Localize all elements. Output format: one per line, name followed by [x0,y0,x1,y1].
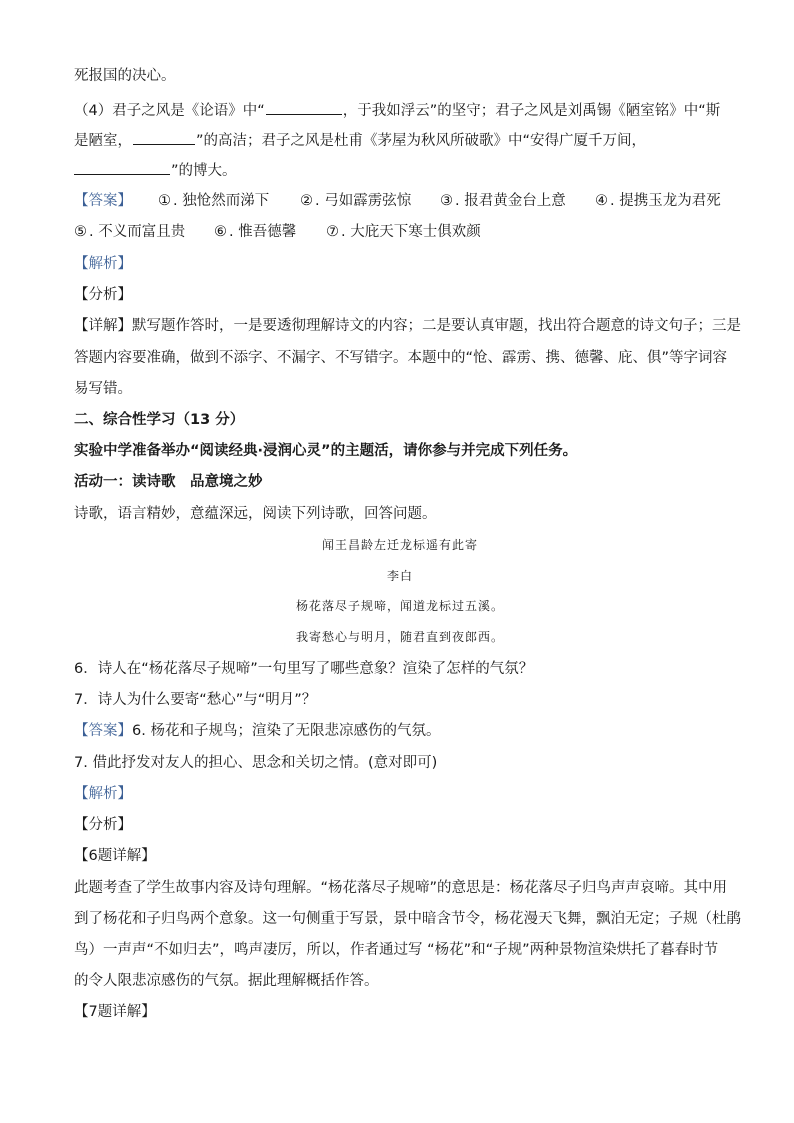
answer-6-text: 6. 杨花和子规鸟；渲染了无限悲凉感伤的气氛。 [132,723,441,739]
q4-line1-part-a: （4）君子之风是《论语》中“ [74,103,265,119]
answer-blank [74,160,170,175]
answer-item-2: ② . 弓如霹雳弦惊 [300,193,412,209]
poem-line-2: 我寄愁心与明月，随君直到夜郎西。 [295,630,504,644]
activity-1-title: 活动一：读诗歌 品意境之妙 [74,474,263,490]
answer-7-text: 7. 借此抒发对友人的担心、思念和关切之情。(意对即可) [74,755,438,771]
answer-blank [133,130,195,145]
answer-item-6: ⑥ . 惟吾德馨 [214,224,297,240]
poem-intro: 诗歌，语言精妙，意蕴深远，阅读下列诗歌，回答问题。 [74,506,437,522]
section-2-title: 二、综合性学习（13 分） [74,412,245,428]
q4-line-2 [74,130,726,151]
q6-detail-line-2: 到了杨花和子归鸟两个意象。这一句侧重于写景，景中暗含节令，杨花漫天飞舞，飘泊无定；子规（杜鹃 [74,911,741,927]
poem-line-1: 杨花落尽子规啼，闻道龙标过五溪。 [295,599,504,613]
xiangjie-line-3: 易写错。 [74,381,132,397]
fenxi-label: 【分析】 [74,817,132,833]
answer-label: 【答案】 [74,723,132,739]
jiexi-label: 【解析】 [74,256,132,272]
fenxi-label: 【分析】 [74,287,132,303]
question-7: 7．诗人为什么要寄“愁心”与“明月”？ [74,692,317,708]
answer-row-1 [74,191,726,213]
answer-row-2 [74,222,726,244]
q4-line2-part-a: 是陋室， [74,133,132,149]
answer-item-7: ⑦ . 大庇天下寒士俱欢颜 [326,224,481,240]
jiexi-label: 【解析】 [74,786,132,802]
answer-item-1: ① . 独怆然而涕下 [158,193,270,209]
q4-line-1 [74,100,726,121]
question-6: 6．诗人在“杨花落尽子规啼”一句里写了哪些意象？渲染了怎样的气氛？ [74,661,534,677]
section-2-intro: 实验中学准备举办“阅读经典·浸润心灵”的主题活，请你参与并完成下列任务。 [74,443,578,459]
answer-label: 【答案】 [74,193,132,209]
q4-line3-part-b: ”的博大。 [171,163,237,179]
poem-author: 李白 [386,569,413,583]
q6-detail-line-4: 的令人限悲凉感伤的气氛。据此理解概括作答。 [74,973,379,989]
q6-detail-label: 【6题详解】 [74,848,156,864]
xiangjie-line-2: 答题内容要准确，做到不添字、不漏字、不写错字。本题中的“怆、霹雳、携、德馨、庇、俱”等字词容 [74,350,728,366]
xiangjie-line-1: 【详解】默写题作答时，一是要透彻理解诗文的内容；二是要认真审题，找出符合题意的诗文句子；三是 [74,318,741,334]
answer-blank [266,100,342,115]
q6-detail-line-3: 鸟）一声声“不如归去”，鸣声凄厉，所以，作者通过写 “杨花”和“子规”两种景物渲染烘托了暮春时节 [74,942,719,958]
intro-line: 死报国的决心。 [74,68,176,84]
q4-line1-part-b: ，于我如浮云”的坚守；君子之风是刘禹锡《陋室铭》中“斯 [342,103,721,119]
q4-line-3 [74,160,726,181]
poem-title: 闻王昌龄左迁龙标遥有此寄 [321,538,478,552]
xiangjie-label: 【详解】 [74,318,132,334]
answer-2-line [74,721,726,741]
q6-detail-line-1: 此题考查了学生故事内容及诗句理解。“杨花落尽子规啼”的意思是：杨花落尽子归鸟声声哀啼。其中用 [74,880,728,896]
q4-line2-part-b: ”的高洁；君子之风是杜甫《茅屋为秋风所破歌》中“安得广厦千万间， [196,133,647,149]
answer-item-4: ④ . 提携玉龙为君死 [595,193,721,209]
answer-item-3: ③ . 报君黄金台上意 [440,193,566,209]
answer-item-5: ⑤ . 不义而富且贵 [74,224,186,240]
q7-detail-label: 【7题详解】 [74,1004,156,1020]
